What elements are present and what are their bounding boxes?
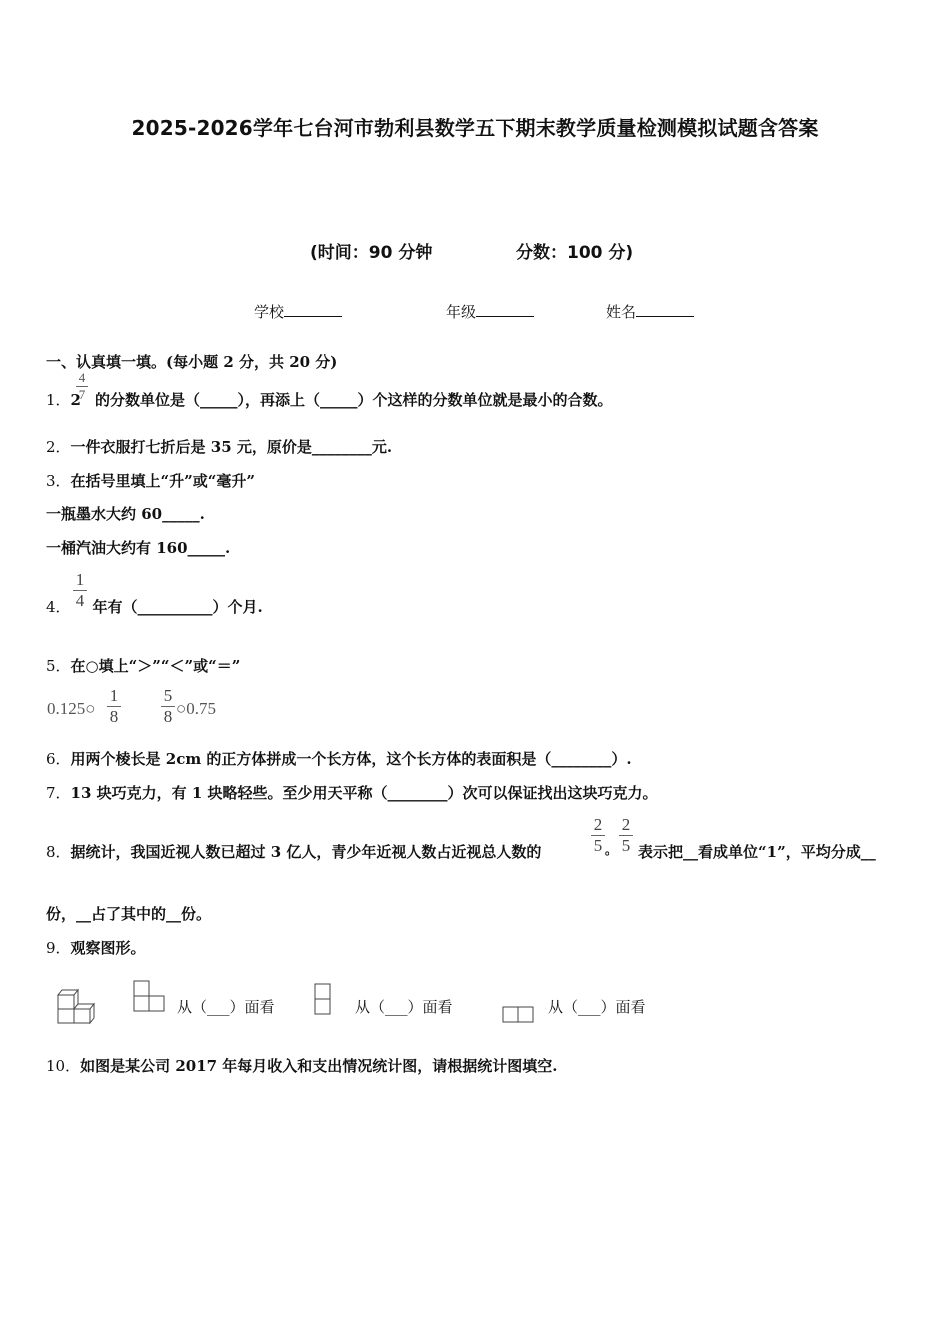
q5-left-frac-numerator: 1 <box>109 686 119 705</box>
q5-left-fraction <box>107 687 121 726</box>
q5-left-value: 0.125○ <box>47 699 96 718</box>
question-7 <box>46 782 658 803</box>
q5-number: 5． <box>46 657 71 675</box>
score-label: 分数：100 分) <box>516 243 634 263</box>
q8-text-a: 据统计，我国近视人数已超过 3 亿人，青少年近视人数占近视总人数的 <box>70 843 542 861</box>
q8-frac1-denominator: 5 <box>593 835 603 855</box>
q1-text: 的分数单位是（_____），再添上（_____）个这样的分数单位就是最小的合数。 <box>94 391 613 409</box>
question-1 <box>46 386 613 410</box>
q1-fraction <box>76 371 88 401</box>
q7-text: 13 块巧克力，有 1 块略轻些。至少用天平称（________）次可以保证找出这块巧克力。 <box>70 784 658 802</box>
q2-text: 一件衣服打七折后是 35 元，原价是________元. <box>70 438 393 456</box>
name-label: 姓名 <box>606 303 637 321</box>
q5-right-fraction <box>161 687 175 726</box>
q1-frac-numerator: 4 <box>78 370 86 385</box>
q8-frac2-numerator: 2 <box>621 815 631 834</box>
q5-left-frac-denominator: 8 <box>109 706 119 726</box>
q3-line-1: 一瓶墨水大约 60_____. <box>46 505 205 523</box>
q3-number: 3． <box>46 472 71 490</box>
q7-number: 7． <box>46 784 71 802</box>
q3-line-2: 一桶汽油大约有 160_____. <box>46 539 231 557</box>
q10-number: 10． <box>46 1057 81 1075</box>
question-6 <box>46 748 632 769</box>
grade-field <box>446 301 534 322</box>
question-2 <box>46 436 392 457</box>
q9-text: 观察图形。 <box>70 939 146 957</box>
question-4 <box>46 596 263 617</box>
q3-text: 在括号里填上“升”或“毫升” <box>70 472 256 490</box>
view-1-label: 从（___）面看 <box>177 998 275 1016</box>
view-2-shape <box>314 983 332 1015</box>
question-5 <box>46 655 240 676</box>
q8-fraction-2 <box>619 816 633 855</box>
cube-solid-figure <box>54 988 96 1026</box>
q8-text-b: 表示把__看成单位“1”，平均分成__ <box>638 843 876 861</box>
question-9 <box>46 937 146 958</box>
question-8 <box>46 841 541 862</box>
q4-frac-denominator: 4 <box>75 590 85 610</box>
q5-right-frac-numerator: 5 <box>163 686 173 705</box>
q1-frac-denominator: 7 <box>78 386 86 402</box>
page-title: 2025-2026学年七台河市勃利县数学五下期末教学质量检测模拟试题含答案 <box>131 116 819 140</box>
q4-text: 年有（__________）个月. <box>92 598 263 616</box>
q8-frac1-numerator: 2 <box>593 815 603 834</box>
view-1-shape <box>133 980 165 1012</box>
q8-line-2: 份，__占了其中的__份。 <box>46 905 212 923</box>
view-3-label: 从（___）面看 <box>548 998 646 1016</box>
q8-fraction-1 <box>591 816 605 855</box>
school-blank[interactable] <box>284 302 342 317</box>
name-field <box>606 301 694 322</box>
q1-whole: 2 <box>70 391 81 409</box>
school-label: 学校 <box>254 303 285 321</box>
question-3 <box>46 470 255 491</box>
q8-number: 8． <box>46 843 71 861</box>
q5-right-frac-denominator: 8 <box>163 706 173 726</box>
section-heading: 一、认真填一填。(每小题 2 分，共 20 分) <box>46 353 338 371</box>
q6-text: 用两个棱长是 2cm 的正方体拼成一个长方体，这个长方体的表面积是（________）. <box>70 750 632 768</box>
q8-frac2-denominator: 5 <box>621 835 631 855</box>
grade-label: 年级 <box>446 303 477 321</box>
q5-right-value: ○0.75 <box>176 699 217 718</box>
q2-number: 2． <box>46 438 71 456</box>
question-10 <box>46 1055 558 1076</box>
grade-blank[interactable] <box>476 302 534 317</box>
q8-separator: 。 <box>605 843 618 857</box>
q4-frac-numerator: 1 <box>75 570 85 589</box>
view-2-label: 从（___）面看 <box>355 998 453 1016</box>
q9-number: 9． <box>46 939 71 957</box>
name-blank[interactable] <box>636 302 694 317</box>
q10-text: 如图是某公司 2017 年每月收入和支出情况统计图，请根据统计图填空. <box>80 1057 558 1075</box>
view-3-shape <box>502 1006 536 1024</box>
time-label: (时间：90 分钟 <box>310 243 433 263</box>
q4-number: 4． <box>46 598 71 616</box>
q6-number: 6． <box>46 750 71 768</box>
q5-text: 在○填上“＞”“＜”或“＝” <box>70 657 241 675</box>
school-field <box>254 301 342 322</box>
q1-number: 1． <box>46 391 71 409</box>
